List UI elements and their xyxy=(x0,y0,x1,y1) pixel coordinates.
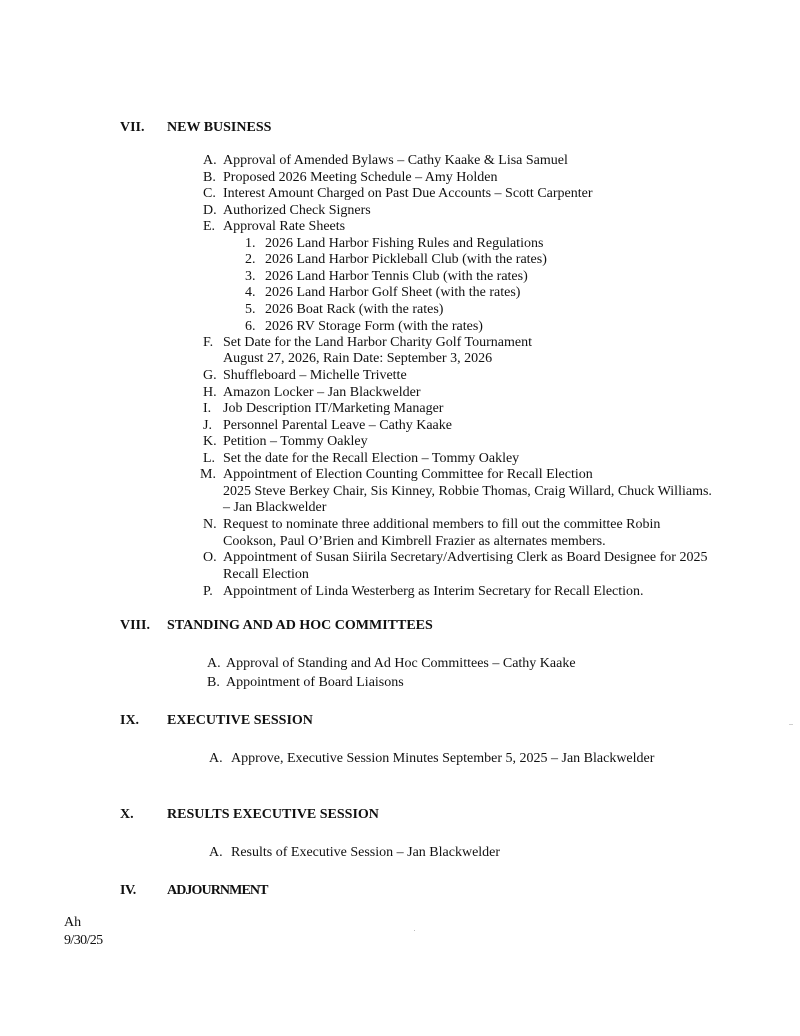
item-letter: D. xyxy=(203,203,217,218)
item-text-continuation: – Jan Blackwelder xyxy=(223,500,327,515)
item-text: Job Description IT/Marketing Manager xyxy=(223,401,444,416)
scan-speck xyxy=(414,930,415,931)
item-letter: N. xyxy=(203,517,217,532)
item-letter: P. xyxy=(203,584,213,599)
item-text: Request to nominate three additional members to fill out the committee Robin xyxy=(223,517,661,532)
item-letter: I. xyxy=(203,401,212,416)
item-letter: C. xyxy=(203,186,216,201)
section-numeral: VII. xyxy=(120,120,145,135)
sub-item-number: 6. xyxy=(245,319,256,334)
item-letter: J. xyxy=(203,418,212,433)
item-text: Interest Amount Charged on Past Due Accounts – Scott Carpenter xyxy=(223,186,593,201)
section-numeral: VIII. xyxy=(120,618,150,633)
item-text: Authorized Check Signers xyxy=(223,203,371,218)
sub-item-text: 2026 Land Harbor Pickleball Club (with the rates) xyxy=(265,252,547,267)
sub-item-number: 1. xyxy=(245,236,256,251)
section-title: EXECUTIVE SESSION xyxy=(167,713,313,728)
sub-item-text: 2026 RV Storage Form (with the rates) xyxy=(265,319,483,334)
item-text-continuation: 2025 Steve Berkey Chair, Sis Kinney, Robbie Thomas, Craig Willard, Chuck Williams. xyxy=(223,484,712,499)
sub-item-text: 2026 Land Harbor Fishing Rules and Regulations xyxy=(265,236,544,251)
sub-item-number: 4. xyxy=(245,285,256,300)
section-title: STANDING AND AD HOC COMMITTEES xyxy=(167,618,433,633)
item-text: Approval Rate Sheets xyxy=(223,219,346,234)
item-text: Amazon Locker – Jan Blackwelder xyxy=(223,385,421,400)
item-text: Results of Executive Session – Jan Blackwelder xyxy=(231,845,501,860)
section-title: RESULTS EXECUTIVE SESSION xyxy=(167,807,379,822)
section-numeral: IV. xyxy=(120,883,136,898)
item-text: Appointment of Susan Siirila Secretary/Advertising Clerk as Board Designee for 2025 xyxy=(223,550,708,565)
item-letter: A. xyxy=(207,656,221,671)
sub-item-number: 5. xyxy=(245,302,256,317)
item-letter: M. xyxy=(200,467,216,482)
item-letter: A. xyxy=(209,845,223,860)
sub-item-text: 2026 Land Harbor Golf Sheet (with the rates) xyxy=(265,285,521,300)
item-text: Appointment of Board Liaisons xyxy=(226,675,404,690)
item-text-continuation: Recall Election xyxy=(223,567,309,582)
item-letter: G. xyxy=(203,368,217,383)
item-letter: B. xyxy=(207,675,220,690)
item-text: Proposed 2026 Meeting Schedule – Amy Holden xyxy=(223,170,498,185)
item-text: Approval of Amended Bylaws – Cathy Kaake & Lisa Samuel xyxy=(223,153,568,168)
item-text: Approve, Executive Session Minutes September 5, 2025 – Jan Blackwelder xyxy=(231,751,655,766)
item-text: Petition – Tommy Oakley xyxy=(223,434,368,449)
item-text: Personnel Parental Leave – Cathy Kaake xyxy=(223,418,452,433)
sub-item-number: 3. xyxy=(245,269,256,284)
item-text-continuation: August 27, 2026, Rain Date: September 3, 2026 xyxy=(223,351,493,366)
item-letter: A. xyxy=(209,751,223,766)
item-letter: H. xyxy=(203,385,217,400)
item-letter: B. xyxy=(203,170,216,185)
item-letter: O. xyxy=(203,550,217,565)
item-letter: K. xyxy=(203,434,217,449)
item-text-continuation: Cookson, Paul O’Brien and Kimbrell Frazier as alternates members. xyxy=(223,534,606,549)
item-text: Appointment of Linda Westerberg as Interim Secretary for Recall Election. xyxy=(223,584,644,599)
item-letter: F. xyxy=(203,335,214,350)
section-title: ADJOURNMENT xyxy=(167,883,268,898)
section-title: NEW BUSINESS xyxy=(167,120,272,135)
section-numeral: X. xyxy=(120,807,134,822)
item-text: Shuffleboard – Michelle Trivette xyxy=(223,368,407,383)
item-text: Approval of Standing and Ad Hoc Committees – Cathy Kaake xyxy=(226,656,576,671)
item-text: Appointment of Election Counting Committee for Recall Election xyxy=(223,467,593,482)
sub-item-text: 2026 Land Harbor Tennis Club (with the rates) xyxy=(265,269,528,284)
sub-item-number: 2. xyxy=(245,252,256,267)
item-letter: A. xyxy=(203,153,217,168)
item-letter: L. xyxy=(203,451,216,466)
item-letter: E. xyxy=(203,219,216,234)
sub-item-text: 2026 Boat Rack (with the rates) xyxy=(265,302,444,317)
footer-date: 9/30/25 xyxy=(64,933,103,948)
item-text: Set the date for the Recall Election – Tommy Oakley xyxy=(223,451,520,466)
item-text: Set Date for the Land Harbor Charity Golf Tournament xyxy=(223,335,533,350)
footer-initials: Ah xyxy=(64,915,82,930)
scan-edge-mark xyxy=(789,724,793,725)
section-numeral: IX. xyxy=(120,713,140,728)
